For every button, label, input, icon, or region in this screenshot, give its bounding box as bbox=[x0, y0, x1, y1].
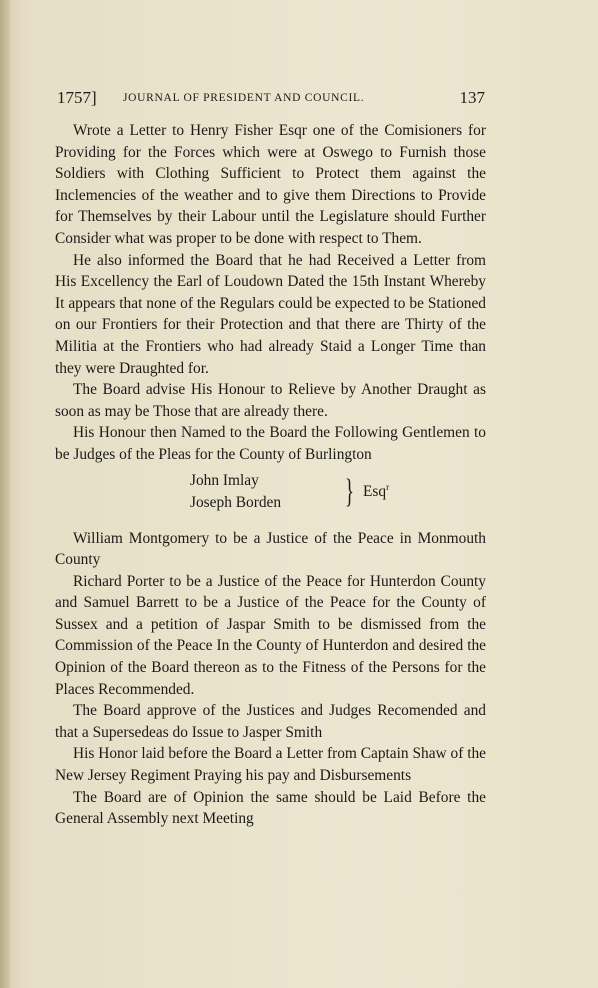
judges-list bbox=[55, 468, 486, 514]
paragraph-judges-named: His Honour then Named to the Board the Following Gentlemen to be Judges of the Pleas for the County of Burlington bbox=[55, 424, 486, 463]
paragraph-porter-barrett: Richard Porter to be a Justice of the Peace for Hunterdon County and Samuel Barrett to be a Justice of the Peace for the County of Sussex and a petition of Jaspar Smith to be dismissed from the Commission of the Peace In the County of Hunterdon and desired the Opinion of the Board thereon as to the Fitness of the Persons for the Places Recommended. bbox=[55, 572, 486, 698]
paragraph-board-approve: The Board approve of the Justices and Judges Recomended and that a Supersedeas do Issue to Jasper Smith bbox=[55, 702, 486, 741]
page-number: 137 bbox=[459, 88, 485, 107]
paragraph-letter-loudown: He also informed the Board that he had Received a Letter from His Excellency the Earl of Loudown Dated the 15th Instant Whereby It appears that none of the Regulars could be expected to be Stationed on our Frontiers for their Protection and that there are Thirty of the Militia at the Frontiers who had already Staid a Longer Time than they were Draughted for. bbox=[55, 251, 486, 377]
header-year: 1757] bbox=[57, 88, 97, 107]
paragraph-board-opinion: The Board are of Opinion the same should be Laid Before the General Assembly next Meeting bbox=[55, 788, 486, 828]
paragraph-letter-fisher: Wrote a Letter to Henry Fisher Esqr one of the Comisioners for Providing for the Forces which were at Oswego to Furnish those Soldiers with Clothing Sufficient to Protect them against the Inclemencies of the weather and to give them Directions to Provide for Themselves by their Labour until the Legislature should Further Consider what was proper to be done with respect to Them. bbox=[55, 122, 486, 247]
paragraph-montgomery: William Montgomery to be a Justice of the Peace in Monmouth County bbox=[55, 529, 486, 569]
judge-name: John Imlay bbox=[190, 471, 259, 489]
paragraph-captain-shaw: His Honor laid before the Board a Letter from Captain Shaw of the New Jersey Regiment Praying his pay and Disbursements bbox=[55, 745, 486, 785]
judge-name: Joseph Borden bbox=[190, 493, 282, 511]
paragraph-board-advise: The Board advise His Honour to Relieve by Another Draught as soon as may be Those that are already there. bbox=[55, 381, 486, 420]
judges-title: Esq$^r$ bbox=[363, 481, 390, 500]
page-body bbox=[55, 120, 486, 830]
book-spine-shadow bbox=[0, 0, 10, 988]
header-title: JOURNAL OF PRESIDENT AND COUNCIL. bbox=[123, 92, 365, 104]
brace: } bbox=[345, 472, 354, 510]
running-header bbox=[57, 88, 485, 112]
